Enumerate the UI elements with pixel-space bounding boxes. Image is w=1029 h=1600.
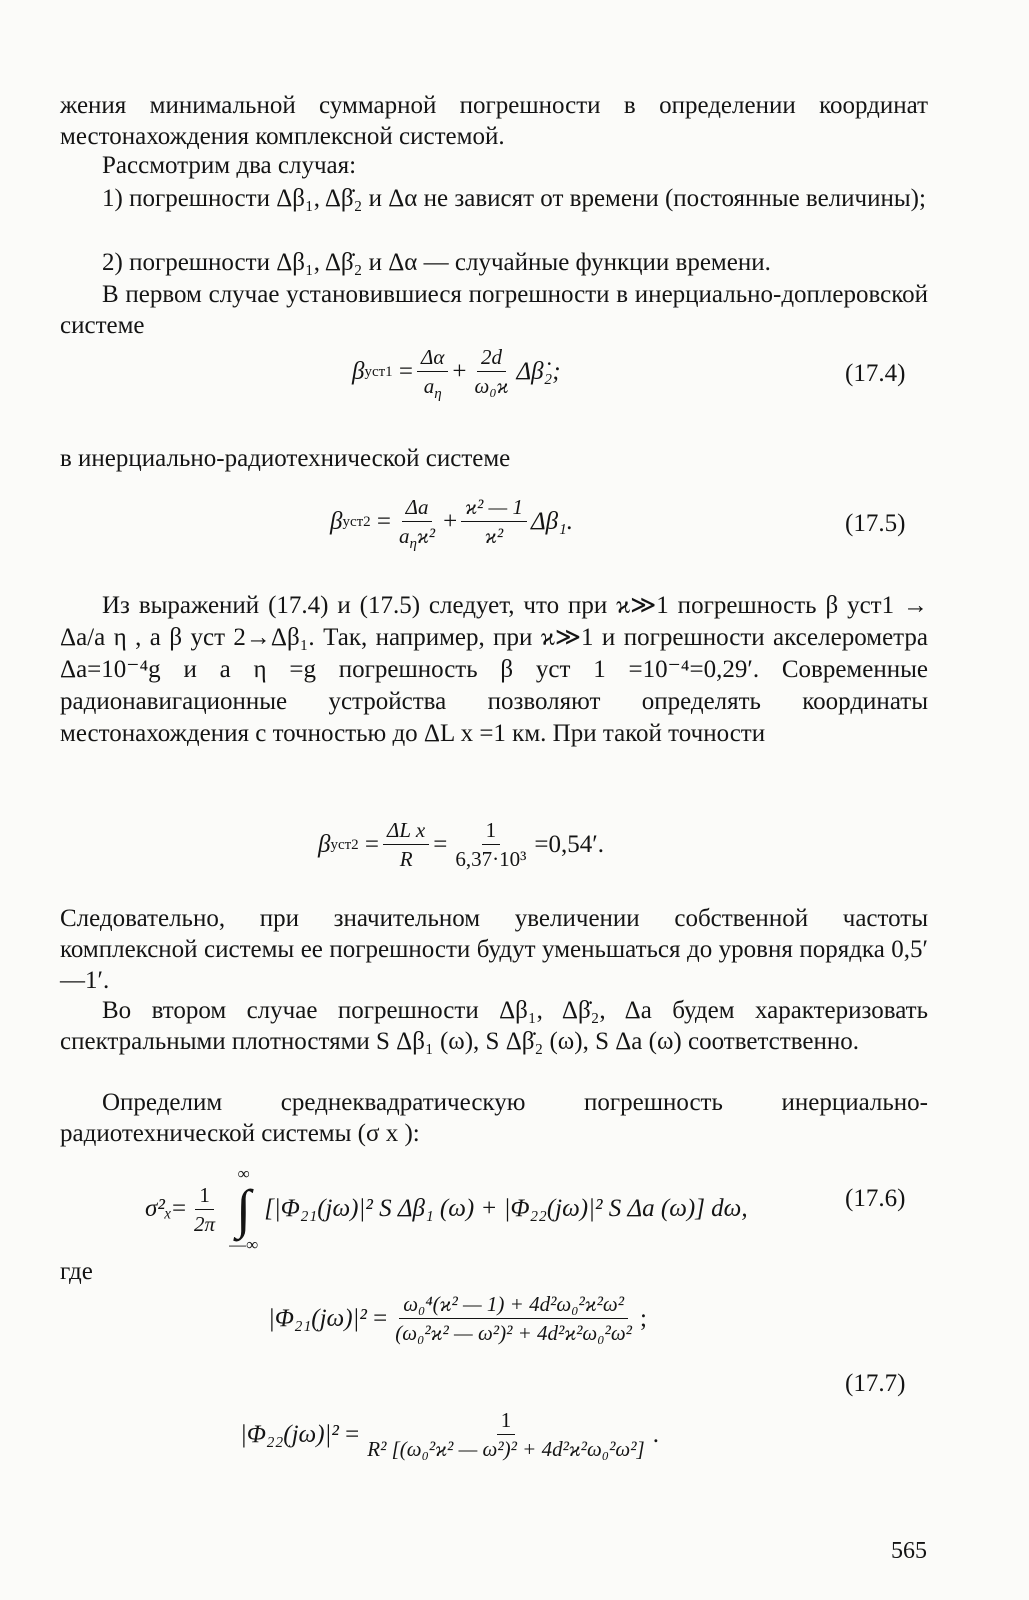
equation-number-17-7: (17.7) xyxy=(845,1370,906,1397)
equation-17-7-phi21: |Φ₂₁(jω)|² = $\frac{\text{ω₀⁴(ϰ² — 1) + 4d²ω₀²ϰ²ω²}}{\text{(ω₀²ϰ² — ω²)² + 4d²ϰ²ω₀²ω²}}$ ; xyxy=(268,1292,647,1345)
fraction: $\frac{\text{ω₀⁴(ϰ² — 1) + 4d²ω₀²ϰ²ω²}}{\text{(ω₀²ϰ² — ω²)² + 4d²ϰ²ω₀²ω²}}$ xyxy=(395,1292,632,1345)
paragraph-radio-system: в инерциально-радиотехнической системе xyxy=(60,445,511,472)
fraction: $\frac{\Delta\alpha}{a_\eta}$ xyxy=(417,345,448,398)
paragraph-two-cases: Рассмотрим два случая: xyxy=(102,152,357,179)
paragraph-intro: жения минимальной суммарной погрешности в определении координат местонахождения комплексной системой. xyxy=(60,92,928,150)
integral-sign: ∞ ∫ —∞ xyxy=(229,1164,259,1254)
equation-number-17-4: (17.4) xyxy=(845,360,906,387)
equation-17-4: β уст1 = $\frac{\Delta\alpha}{a_\eta}$ + $\frac{2d}{\text{ω₀ϰ}}$ Δβ̇₂; xyxy=(352,345,561,403)
fraction: $\frac{\text{ϰ² — 1}}{\text{ϰ²}}$ xyxy=(461,495,527,548)
equation-17-5: β уст2 = $\frac{\Delta a}{a_\eta ϰ^2}$ + $\frac{\text{ϰ² — 1}}{\text{ϰ²}}$ Δβ₁. xyxy=(330,495,574,553)
fraction: $\frac{1}{\text{6,37·10³}}$ xyxy=(455,818,527,871)
paragraph-where: где xyxy=(60,1258,93,1285)
paragraph-analysis: Из выражений (17.4) и (17.5) следует, что при ϰ≫1 погрешность β уст1 → Δa/a η , а β уст 2→Δβ₁. Так, например, при ϰ≫1 и погрешности акселерометра Δa=10⁻⁴g и a η =g погрешность β уст 1 =10⁻⁴=0,29′. Современные радионавигационные устройства позволяют определять координаты местонахождения с точностью до ΔL x =1 км. При такой точности xyxy=(60,592,928,747)
equation-number-17-5: (17.5) xyxy=(845,510,906,537)
equation-number-17-6: (17.6) xyxy=(845,1185,906,1212)
paragraph-first-case: В первом случае установившиеся погрешности в инерциально-доплеровской системе xyxy=(60,281,928,339)
paragraph-conclusion: Следовательно, при значительном увеличении собственной частоты комплексной системы ее погрешности будут уменьшаться до уровня порядка 0,5′—1′. xyxy=(60,905,928,994)
paragraph-rms: Определим среднеквадратическую погрешность инерциально-радиотехнической системы (σ x ): xyxy=(60,1089,928,1147)
equation-value: β уст2 = $\frac{\text{ΔL x}}{R}$ = $\frac{1}{\text{6,37·10³}}$ =0,54′. xyxy=(318,818,604,871)
fraction: $\frac{\text{ΔL x}}{R}$ xyxy=(383,818,429,871)
paragraph-case-2: 2) погрешности Δβ₁, Δβ̇₂ и Δα — случайные функции времени. xyxy=(102,249,771,276)
fraction: $\frac{1}{2\pi}$ xyxy=(194,1182,216,1236)
fraction: $\frac{1}{\text{R² [(ω₀²ϰ² — ω²)² + 4d²ϰ²ω₀²ω²]}}$ xyxy=(367,1408,645,1461)
fraction: $\frac{\Delta a}{a_\eta ϰ^2}$ xyxy=(399,495,436,553)
page-number: 565 xyxy=(891,1538,927,1564)
paragraph-second-case: Во втором случае погрешности Δβ₁, Δβ̇₂, Δa будем характеризовать спектральными плотностями S Δβ₁ (ω), S Δβ̇₂ (ω), S Δa (ω) соответственно. xyxy=(60,997,928,1055)
equation-17-6: σ²ₓ = $\frac{1}{2\pi}$ ∞ ∫ —∞ [|Φ₂₁(jω)|² S Δβ₁ (ω) + |Φ₂₂(jω)|² S Δa (ω)] dω, xyxy=(145,1164,748,1254)
fraction: $\frac{2d}{\text{ω₀ϰ}}$ xyxy=(474,345,509,398)
equation-17-7-phi22: |Φ₂₂(jω)|² = $\frac{1}{\text{R² [(ω₀²ϰ² — ω²)² + 4d²ϰ²ω₀²ω²]}}$ . xyxy=(240,1408,659,1461)
paragraph-case-1: 1) погрешности Δβ₁, Δβ̇₂ и Δα не зависят от времени (постоянные величины); xyxy=(102,185,926,212)
